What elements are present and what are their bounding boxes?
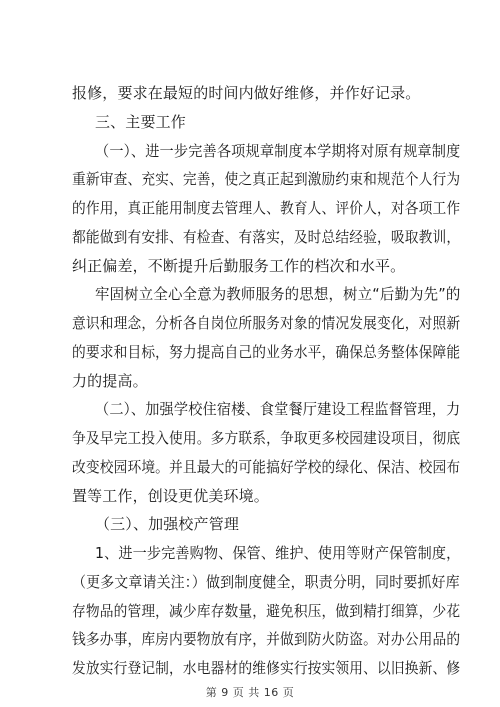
body-line: 存物品的管理，减少库存数量，避免积压，做到精打细算，少花 bbox=[72, 601, 461, 620]
body-line: 的要求和目标，努力提高自己的业务水平，确保总务整体保障能 bbox=[72, 342, 461, 361]
body-line: 发放实行登记制，水电器材的维修实行按实领用、以旧换新、修 bbox=[72, 659, 461, 677]
body-line: 牢固树立全心全意为教师服务的思想，树立“后勤为先”的 bbox=[95, 285, 461, 304]
subsection-heading: （三）、加强校产管理 bbox=[95, 515, 240, 534]
body-line: 改变校园环境。并且最大的可能搞好学校的绿化、保洁、校园布 bbox=[72, 457, 461, 476]
body-line: （更多文章请关注：）做到制度健全，职责分明，同时要抓好库 bbox=[72, 572, 460, 591]
page-footer: 第 9 页 共 16 页 bbox=[205, 686, 295, 699]
body-line: （二）、加强学校住宿楼、食堂餐厅建设工程监督管理，力 bbox=[95, 400, 461, 419]
body-line: 的作用，真正能用制度去管理人、教育人、评价人，对各项工作 bbox=[72, 199, 461, 217]
body-line: 钱多办事，库房内要物放有序，并做到防火防盗。对办公用品的 bbox=[72, 630, 461, 649]
body-line: 力的提高。 bbox=[72, 371, 148, 390]
body-line: 争及早完工投入使用。多方联系，争取更多校园建设项目，彻底 bbox=[72, 429, 461, 447]
body-line: 报修，要求在最短的时间内做好维修，并作好记录。 bbox=[72, 84, 421, 102]
body-line: 都能做到有安排、有检查、有落实，及时总结经验，吸取教训， bbox=[72, 227, 461, 246]
body-line: （一）、进一步完善各项规章制度本学期将对原有规章制度 bbox=[95, 141, 461, 160]
body-line: 重新审查、充实、完善，使之真正起到激励约束和规范个人行为 bbox=[72, 170, 461, 189]
section-heading: 三、主要工作 bbox=[95, 112, 186, 131]
body-line: 置等工作，创设更优美环境。 bbox=[72, 486, 269, 505]
body-line: 纠正偏差，不断提升后勤服务工作的档次和水平。 bbox=[72, 256, 406, 275]
body-line: 意识和理念，分析各自岗位所服务对象的情况发展变化，对照新 bbox=[72, 314, 461, 332]
body-line: 1、进一步完善购物、保管、维护、使用等财产保管制度， bbox=[95, 544, 461, 562]
